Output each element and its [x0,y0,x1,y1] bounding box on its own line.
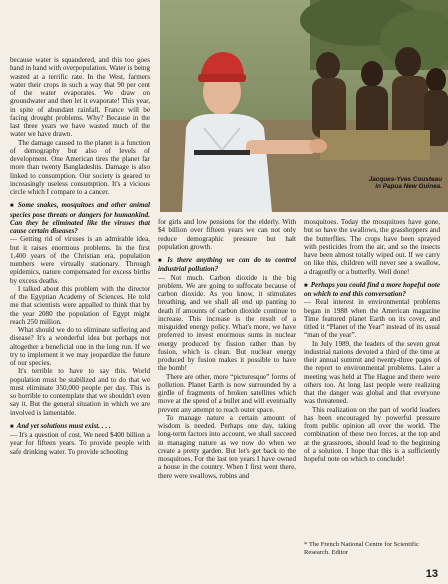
column-2 [158,218,296,480]
paragraph: for girls and low pensions for the elderly. With $4 billion over fifteen years we can not only reduce demographic pressure but halt population growth. [158,218,296,251]
photo-caption [368,176,442,191]
paragraph: There are other, more “picturesque” forms of pollution. Planet Earth is now surrounded by a girdle of fragments of broken satellites which move at the speed of a bullet and will eventually prevent any attempt to reach outer space. [158,372,296,414]
answer: — Not much. Carbon dioxide is the big problem. We are going to suffocate because of carbon dioxide. As you know, it stimulates breathing, and we shall all end up panting to death if amounts of carbon dioxide continue to increase. This increase is the result of a misguided energy policy. What's more, we have preferred to invest enormous sums in nuclear energy produced by fission rather than by fusion, which is clean. But nuclear energy produced by fusion makes it possible to have the bomb! [158,273,296,373]
answer: — Real interest in environmental problems began in 1988 when the American magazine Time featured planet Earth on its cover, and titled it “Planet of the Year” instead of its usual “man of the year”. [304,298,440,340]
caption-line-1: Jacques-Yves Cousteau [368,176,442,183]
paragraph: In July 1989, the leaders of the seven great industrial nations devoted a third of the time at their annual summit and twenty-three pages of the report to environmental problems. Later a meeting was held at The Hague and there were others too. At long last people were realizing that the danger was global and that everyone was threatened. [304,339,440,406]
answer: — Getting rid of viruses is an admirable idea, but it raises enormous problems. In the first 1,400 years of the Christian era, population numbers were virtually stationary. Through epidemics, nature compensated for excess births by excess deaths. [10,235,150,285]
paragraph: What should we do to eliminate suffering and disease? It's a wonderful idea but perhaps not altogether a beneficial one in the long run. If we try to implement it we may jeopardize the future of our species. [10,326,150,367]
paragraph: It's terrible to have to say this. World population must be stabilized and to do that we must eliminate 350,000 people per day. This is so horrible to contemplate that we shouldn't even say it. But the general situation in which we are involved is lamentable. [10,367,150,417]
paragraph: This realization on the part of world leaders has been encouraged by powerful pressure from public opinion all over the world. The combination of these two forces, at the top and at the grassroots, should lead to the beginning of a solution. I hope that this is a sufficiently hopeful note on which to conclude! [304,405,440,463]
question: ■ Perhaps you could find a more hopeful note on which to end this conversation? [304,281,440,299]
paragraph: mosquitoes. Today the mosquitoes have gone, but so have the swallows, the grasshoppers and the butterflies. The crops have been sprayed with pesticides from the air, and so the insects have been almost totally wiped out. If we carry on like this, children will never see a swallow, a dragonfly or a butterfly. Well done! [304,218,440,276]
paragraph: The damage caused to the planet is a function of demography but also of levels of development. One American tires the planet far more than twenty Bangladeshis. Damage is also linked to consumption. Our society is geared to increasingly useless consumption. It's a vicious circle which I compare to a cancer. [10,138,150,196]
question: ■ Some snakes, mosquitoes and other animal species pose threats or dangers for humankind. Can they be eliminated like the viruses that cause certain diseases? [10,201,150,235]
answer: — It's a question of cost. We need $400 billion a year for fifteen years. To provide people with safe drinking water. To provide schooling [10,431,150,456]
column-3 [304,218,440,463]
paragraph: I talked about this problem with the director of the Egyptian Academy of Sciences. He told me that scientists were appalled to think that by the year 2080 the population of Egypt might reach 250 million. [10,284,150,326]
page-number: 13 [425,568,438,580]
column-1 [10,56,150,456]
caption-line-2: in Papua New Guinea. [375,183,442,191]
paragraph: To manage nature a certain amount of wisdom is needed. Perhaps one day, taking long-term factors into account, we shall succeed in managing nature as we now do when we create a pretty garden. But let's get back to the mosquitoes. For the last ten years I have owned a house in the country. When I first went there, there were swallows, robins and [158,413,296,480]
question: ■ Is there anything we can do to control industrial pollution? [158,256,296,274]
paragraph: because water is squandered, and this too goes hand in hand with overpopulation. Water is being wasted at a terrific rate. In the West, farmers water their crops in such a way that 90 per cent of the water evaporates. We draw on groundwater and then let it evaporate! This year, in spite of abundant rainfall, France will be facing drought problems. Why? Because in the last three years we have wasted much of the water we have drawn. [10,56,150,139]
question: ■ And yet solutions must exist. . . . [10,422,150,431]
footnote: * The French National Centre for Scientific Research. Editor [304,541,419,556]
